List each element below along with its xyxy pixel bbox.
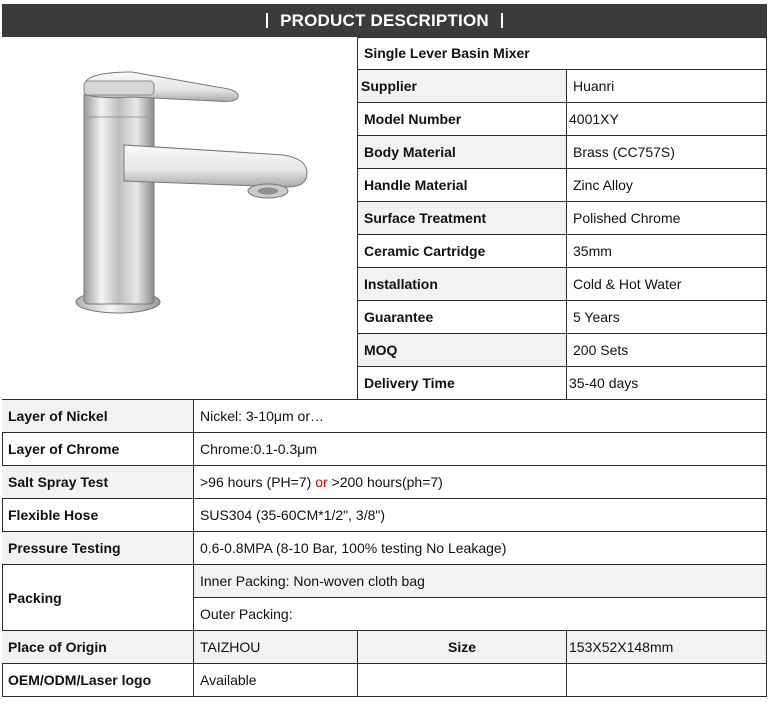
spec-value-installation: Cold & Hot Water (567, 268, 767, 301)
spec-label-ceramic-cartridge: Ceramic Cartridge (358, 235, 567, 268)
detail-label-pressure: Pressure Testing (2, 532, 194, 565)
detail-label-origin: Place of Origin (2, 631, 194, 664)
product-name: Single Lever Basin Mixer (358, 37, 767, 70)
spec-label-installation: Installation (358, 268, 567, 301)
header-divider-left (266, 13, 268, 28)
detail-value-nickel: Nickel: 3-10μm or… (194, 400, 767, 433)
salt-spray-value-b: >200 hours(ph=7) (331, 474, 443, 490)
detail-label-salt-spray: Salt Spray Test (2, 466, 194, 499)
header-divider-right (501, 13, 503, 28)
spec-value-guarantee: 5 Years (567, 301, 767, 334)
detail-label-hose: Flexible Hose (2, 499, 194, 532)
detail-label-oem: OEM/ODM/Laser logo (2, 664, 194, 697)
spec-label-delivery-time: Delivery Time (358, 367, 567, 400)
spec-value-handle-material: Zinc Alloy (567, 169, 767, 202)
detail-value-pressure: 0.6-0.8MPA (8-10 Bar, 100% testing No Leakage) (194, 532, 767, 565)
spec-label-supplier: Supplier (358, 70, 567, 103)
detail-label-size: Size (358, 631, 567, 664)
spec-label-model-number: Model Number (358, 103, 567, 136)
detail-empty-cell-1 (358, 664, 567, 697)
spec-value-ceramic-cartridge: 35mm (567, 235, 767, 268)
spec-value-body-material: Brass (CC757S) (567, 136, 767, 169)
detail-value-origin: TAIZHOU (194, 631, 358, 664)
spec-value-surface-treatment: Polished Chrome (567, 202, 767, 235)
faucet-image (2, 37, 357, 399)
spec-value-moq: 200 Sets (567, 334, 767, 367)
header-bar (2, 4, 767, 37)
detail-value-hose: SUS304 (35-60CM*1/2", 3/8") (194, 499, 767, 532)
detail-value-salt-spray (194, 466, 767, 499)
detail-value-chrome: Chrome:0.1-0.3μm (194, 433, 767, 466)
salt-spray-value-a: >96 hours (PH=7) (200, 474, 312, 490)
spec-label-body-material: Body Material (358, 136, 567, 169)
detail-value-packing-outer: Outer Packing: (194, 598, 767, 631)
spec-label-handle-material: Handle Material (358, 169, 567, 202)
detail-value-packing-inner: Inner Packing: Non-woven cloth bag (194, 565, 767, 598)
header-title: PRODUCT DESCRIPTION (280, 10, 489, 30)
spec-value-delivery-time: 35-40 days (567, 367, 767, 400)
spec-value-model-number: 4001XY (567, 103, 767, 136)
detail-label-packing: Packing (2, 565, 194, 631)
product-image-cell (2, 37, 358, 400)
detail-value-size: 153X52X148mm (567, 631, 767, 664)
detail-label-nickel: Layer of Nickel (2, 400, 194, 433)
spec-label-moq: MOQ (358, 334, 567, 367)
detail-label-chrome: Layer of Chrome (2, 433, 194, 466)
spec-label-guarantee: Guarantee (358, 301, 567, 334)
salt-spray-or: or (315, 474, 328, 490)
detail-empty-cell-2 (567, 664, 767, 697)
detail-value-oem: Available (194, 664, 358, 697)
spec-label-surface-treatment: Surface Treatment (358, 202, 567, 235)
spec-value-supplier: Huanri (567, 70, 767, 103)
